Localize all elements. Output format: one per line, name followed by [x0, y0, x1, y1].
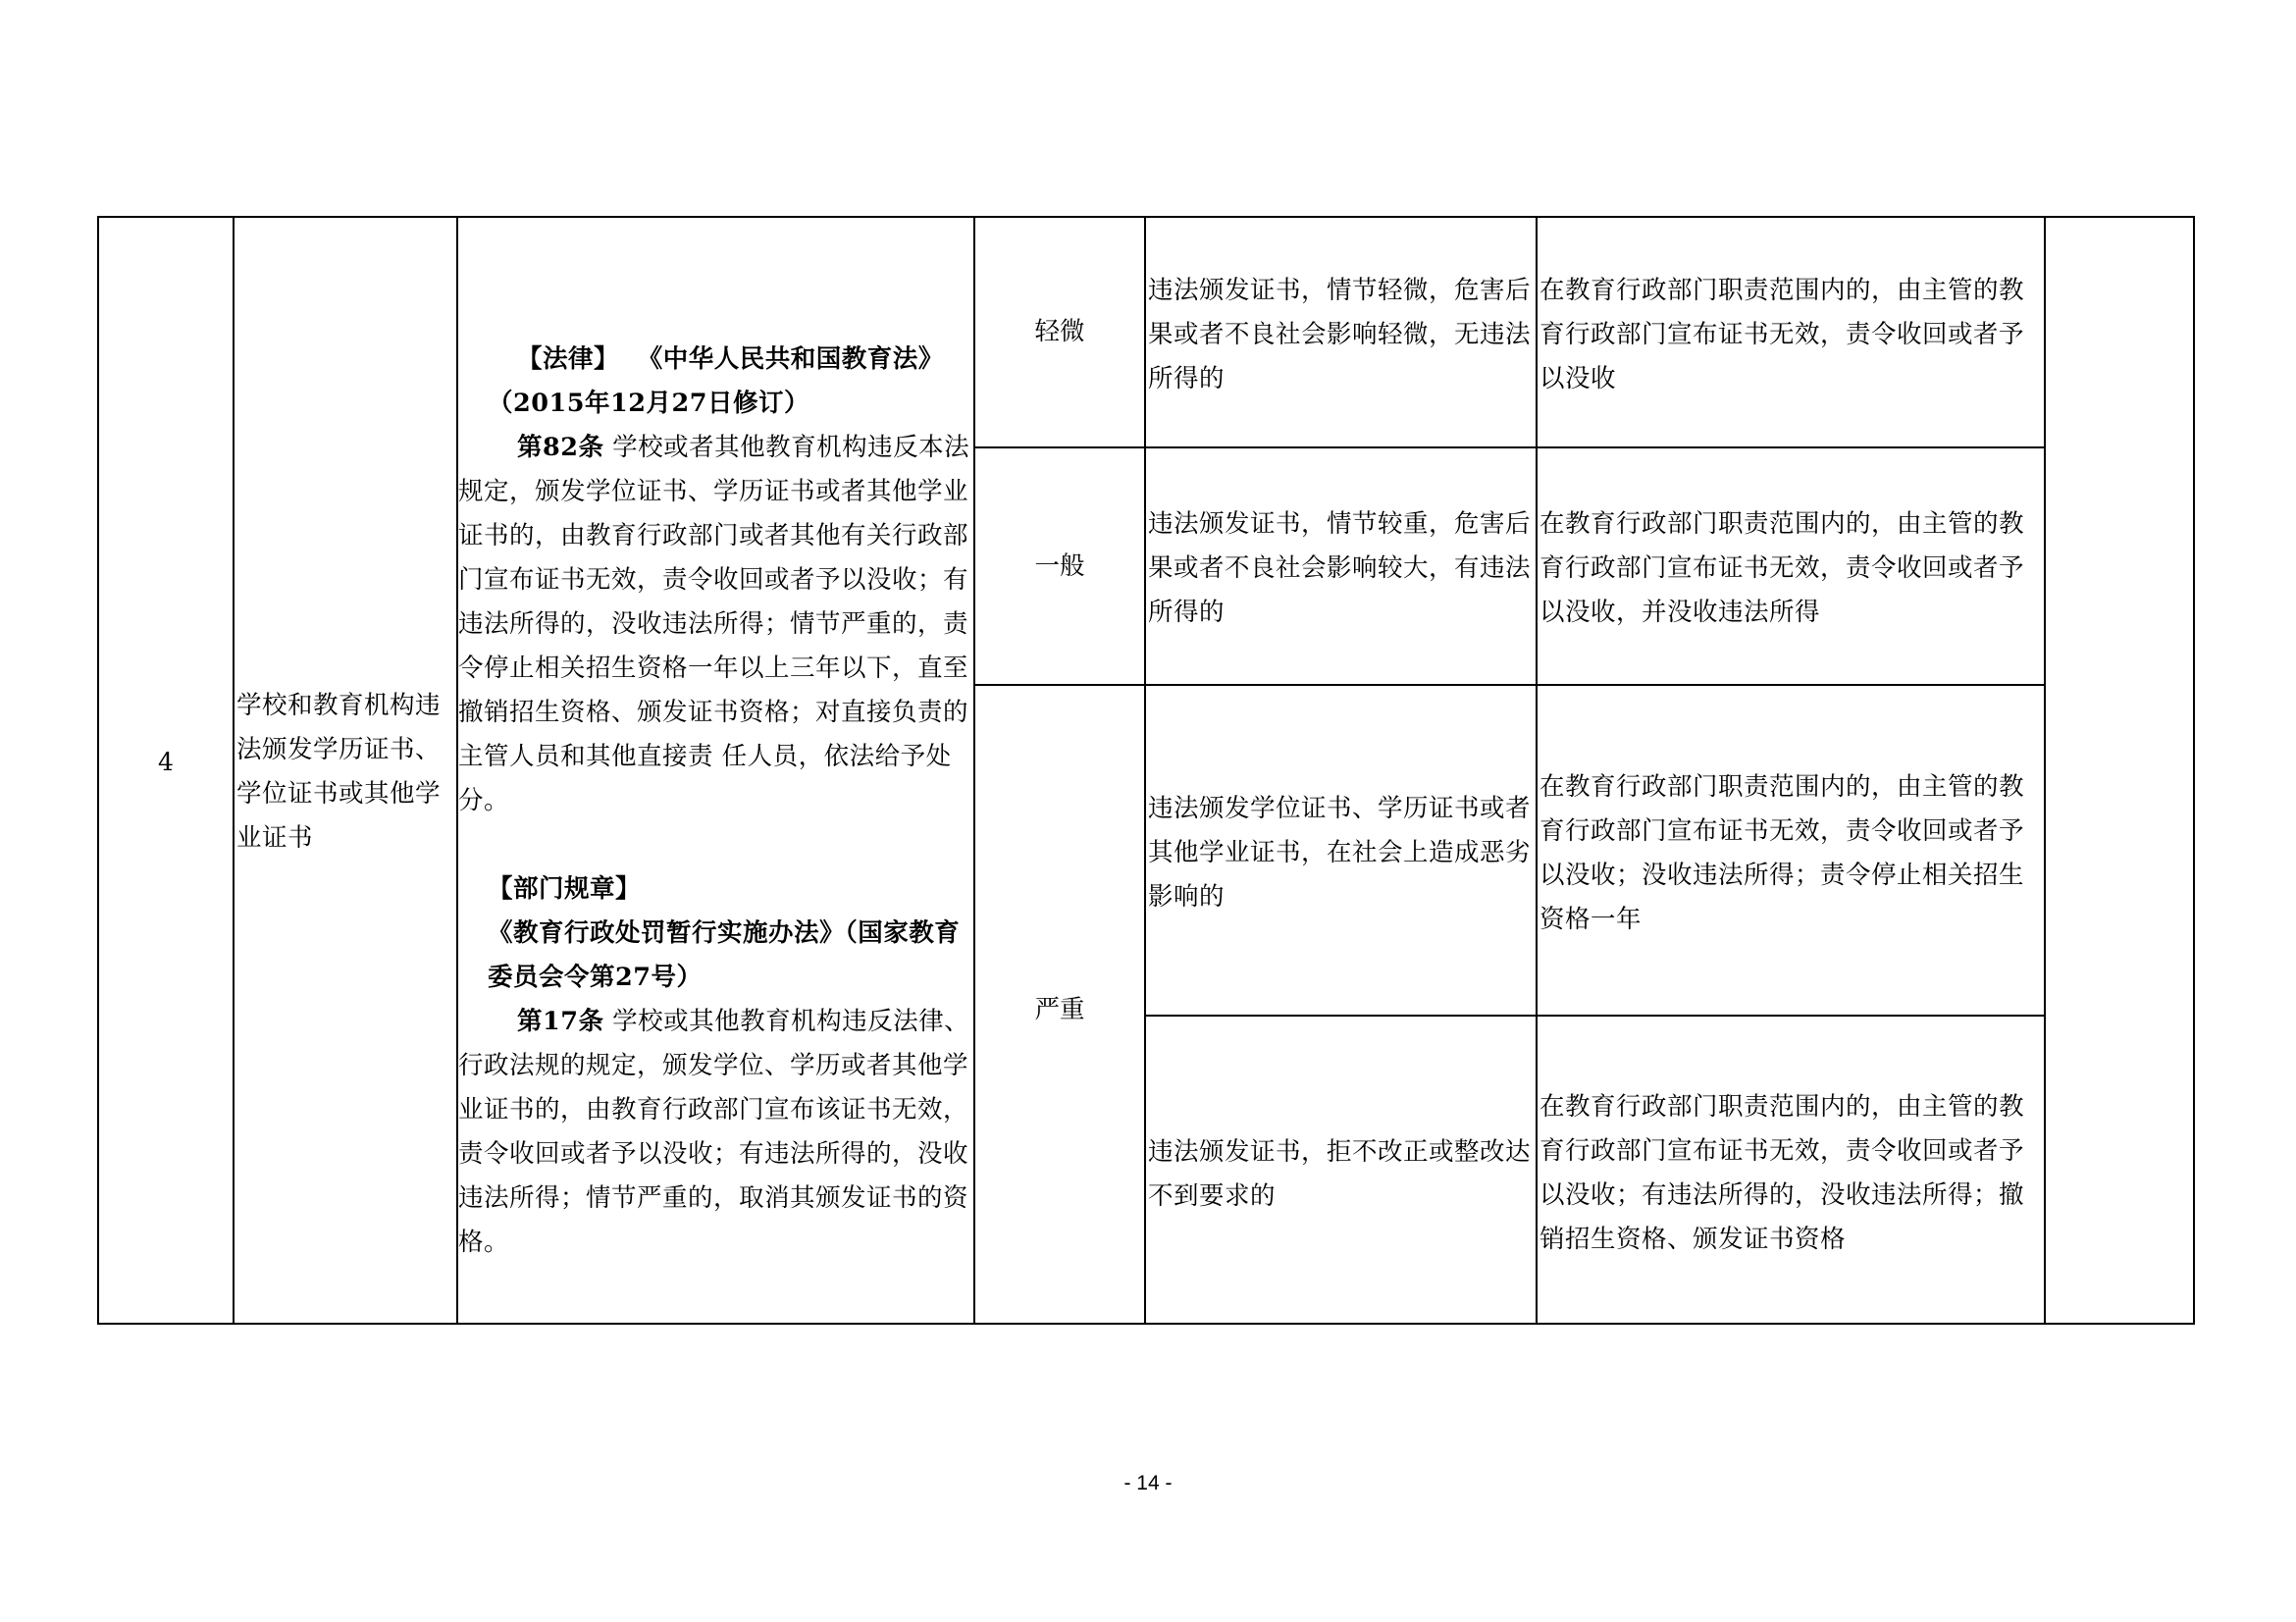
law-title: 《中华人民共和国教育法》	[637, 344, 944, 374]
column-divider	[233, 218, 235, 1323]
law-article	[458, 426, 976, 823]
rule-article-text: 学校或其他教育机构违反法律、行政法规的规定，颁发学位、学历或者其他学业证书的，由教育行政部门宣布该证书无效，责令收回或者予以没收；有违法所得的，没收违法所得；情节严重的，取消其颁发证书的资格。	[458, 1007, 970, 1257]
penalty-table	[97, 216, 2195, 1325]
level-minor: 轻微	[1034, 317, 1085, 346]
level-general: 一般	[1034, 551, 1085, 581]
column-divider	[1144, 218, 1146, 1323]
violation-subject: 学校和教育机构违法颁发学历证书、学位证书或其他学业证书	[236, 691, 442, 853]
legal-basis	[458, 338, 976, 1265]
standard-serious: 在教育行政部门职责范围内的，由主管的教育行政部门宣布证书无效，责令收回或者予以没收；没收违法所得；责令停止相关招生资格一年	[1539, 772, 2025, 934]
rule-tag: 【部门规章】	[488, 874, 642, 904]
rule-title: 《教育行政处罚暂行实施办法》	[488, 918, 846, 948]
standard-minor: 在教育行政部门职责范围内的，由主管的教育行政部门宣布证书无效，责令收回或者予以没收	[1539, 276, 2025, 393]
row-divider	[973, 446, 2046, 448]
level-serious: 严重	[1034, 995, 1085, 1024]
rule-article-number: 第17条	[517, 1007, 604, 1036]
rule-article	[458, 1000, 976, 1265]
row-number: 4	[158, 748, 174, 776]
rule-source: （国家教育委员会令第27号）	[488, 918, 961, 992]
standard-general: 在教育行政部门职责范围内的，由主管的教育行政部门宣布证书无效，责令收回或者予以没收，并没收违法所得	[1539, 509, 2025, 627]
rule-heading	[458, 867, 976, 1000]
law-revision: （2015年12月27日修订）	[488, 389, 809, 418]
circumstance-refuse: 违法颁发证书，拒不改正或整改达不到要求的	[1148, 1137, 1532, 1211]
page-number: - 14 -	[1123, 1472, 1173, 1494]
circumstance-minor: 违法颁发证书，情节轻微，危害后果或者不良社会影响轻微，无违法所得的	[1148, 276, 1532, 393]
law-article-text: 学校或者其他教育机构违反本法规定，颁发学位证书、学历证书或者其他学业证书的，由教育行政部门或者其他有关行政部门宣布证书无效，责令收回或者予以没收；有违法所得的，没收违法所得；情节严重的，责令停止相关招生资格一年以上三年以下，直至撤销招生资格、颁发证书资格；对直接负责的主管人员和其他直接责 任人员，依法给予处分。	[458, 433, 970, 815]
circumstance-general: 违法颁发证书，情节较重，危害后果或者不良社会影响较大，有违法所得的	[1148, 509, 1532, 627]
circumstance-serious: 违法颁发学位证书、学历证书或者其他学业证书，在社会上造成恶劣影响的	[1148, 794, 1532, 912]
row-divider	[973, 684, 2046, 686]
standard-refuse: 在教育行政部门职责范围内的，由主管的教育行政部门宣布证书无效，责令收回或者予以没收；有违法所得的，没收违法所得；撤销招生资格、颁发证书资格	[1539, 1092, 2025, 1254]
row-divider	[1144, 1015, 2046, 1017]
law-article-number: 第82条	[517, 433, 604, 462]
law-heading	[458, 338, 976, 382]
law-tag: 【法律】	[517, 344, 620, 374]
